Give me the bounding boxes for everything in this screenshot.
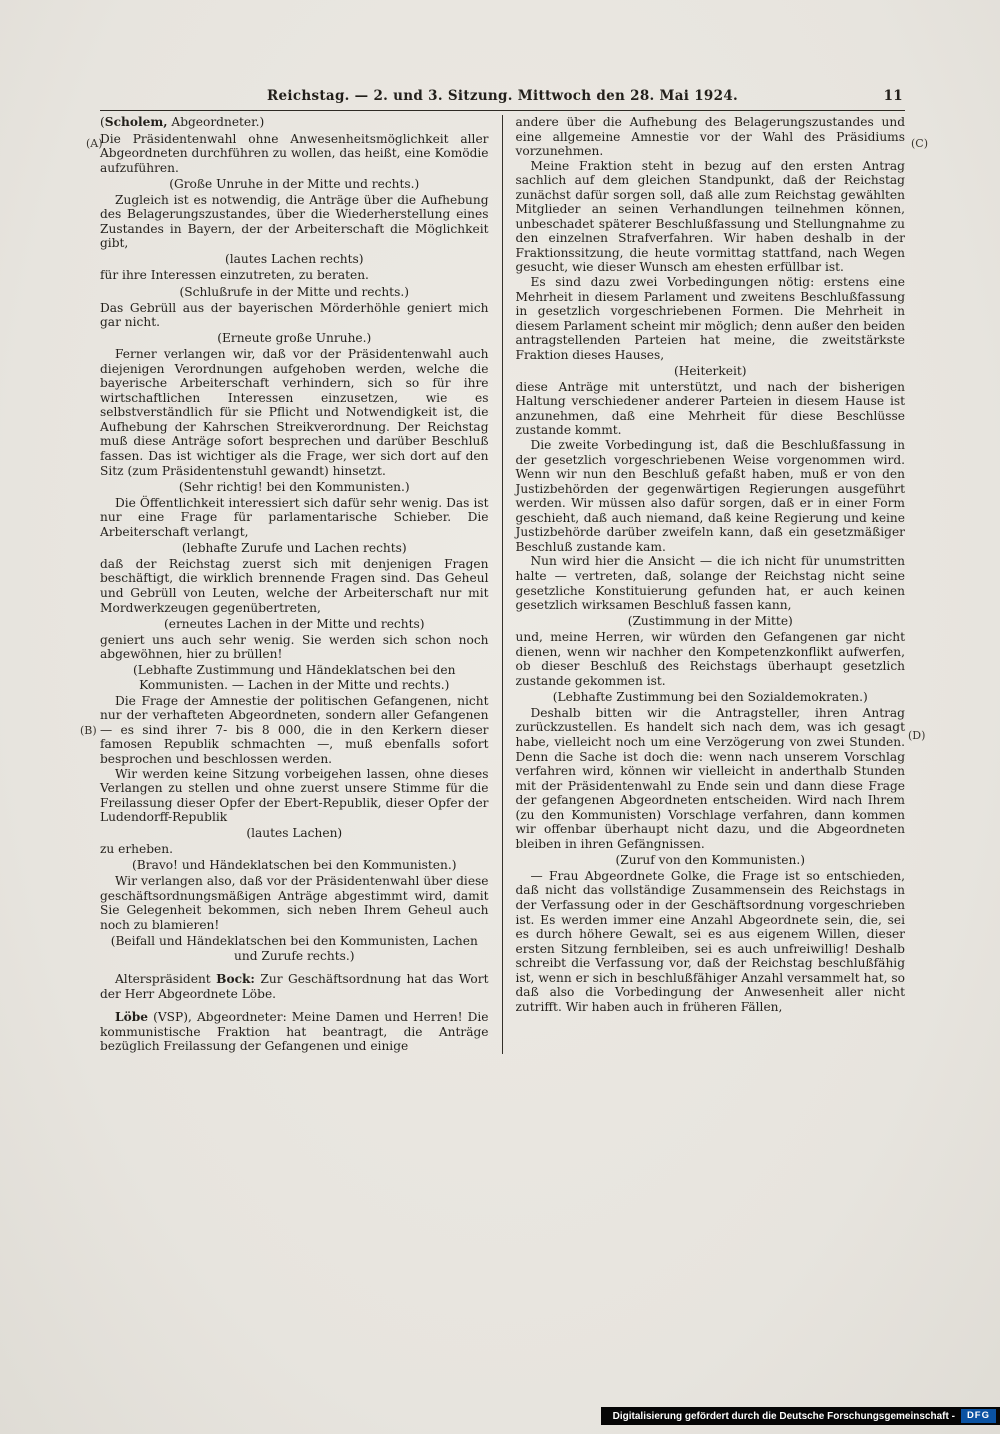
stage-direction: (Große Unruhe in der Mitte und rechts.) (169, 176, 420, 191)
paragraph: Die Frage der Amnestie der politischen Gefangenen, nicht nur der verhafteten Abgeordneten, sondern aller Gefangenen — es sind ihrer 7- bis 8 000, die in den Kerkern dieser famosen Republik schmachten —, muß ebenfalls sofort besprochen und beschlossen werden. (100, 693, 489, 766)
paragraph: Die Präsidentenwahl ohne Anwesenheitsmöglichkeit aller Abgeordneten durchführen zu wollen, das heißt, eine Komödie aufzuführen. (100, 131, 489, 175)
paragraph: Deshalb bitten wir die Antragsteller, ihren Antrag zurückzustellen. Es handelt sich nach dem, was ich gesagt habe, vielleicht noch um eine Verzögerung von zwei Stunden. Denn die Sache ist doch die: wenn nach unserem Vorschlag verfahren wird, können wir vielleicht in anderthalb Stunden mit der Präsidentenwahl zu Ende sein und dann diese Frage der gefangenen Abgeordneten entscheiden. Wird nach Ihrem (zu den Kommunisten) Vorschlage verfahren, dann kommen wir offenbar überhaupt nicht dazu, und die Abgeordneten bleiben in ihren Gefängnissen. (515, 705, 905, 851)
speech-paragraph: Alterspräsident Bock: Zur Geschäftsordnung hat das Wort der Herr Abgeordnete Löbe. (100, 972, 489, 1001)
dfg-logo-icon: DFG (961, 1409, 996, 1423)
speaker-continuation-label: (Scholem, Abgeordneter.) (100, 115, 265, 129)
stage-direction: (Schlußrufe in der Mitte und rechts.) (179, 284, 409, 299)
digitization-credit-text: Digitalisierung gefördert durch die Deutsche Forschungsgemeinschaft - (612, 1410, 955, 1422)
paragraph: andere über die Aufhebung des Belagerungszustandes und eine allgemeine Amnestie vor der Wahl des Präsidiums vorzunehmen. (515, 115, 905, 159)
stage-direction: (Bravo! und Händeklatschen bei den Kommunisten.) (132, 858, 457, 873)
paragraph: Ferner verlangen wir, daß vor der Präsidentenwahl auch diejenigen Verordnungen aufgehoben werden, welche die bayerische Arbeiterschaft verhindern, sich so für ihre wirtschaftlichen Interessen einzusetzen, wie es selbstverständlich für sie Pflicht und Notwendigkeit ist, die Aufhebung der Kahrschen Streikverordnung. Der Reichstag muß diese Anträge sofort besprechen und darüber Beschluß fassen. Das ist wichtiger als die Frage, wer sich dort auf den Sitz (zum Präsidentenstuhl gewandt) hinsetzt. (100, 347, 489, 478)
margin-marker-a: (A) (86, 137, 103, 150)
paragraph: Wir verlangen also, daß vor der Präsidentenwahl über diese geschäftsordnungsmäßigen Anträge abgestimmt wird, damit Sie Gelegenheit bekommen, sich neben Ihrem Geheul auch noch zu blamieren! (100, 874, 489, 932)
stage-direction: (Lebhafte Zustimmung und Händeklatschen bei den Kommunisten. — Lachen in der Mitte und rechts.) (133, 663, 456, 692)
stage-direction: (Sehr richtig! bei den Kommunisten.) (178, 479, 410, 494)
page-number: 11 (883, 88, 903, 104)
stage-direction: (Zuruf von den Kommunisten.) (615, 852, 805, 867)
stage-direction: (Lebhafte Zustimmung bei den Sozialdemokraten.) (552, 689, 868, 704)
stage-direction: (lebhafte Zurufe und Lachen rechts) (181, 540, 407, 555)
stage-direction: (Beifall und Händeklatschen bei den Kommunisten, Lachen und Zurufe rechts.) (110, 934, 478, 963)
paragraph: Zugleich ist es notwendig, die Anträge über die Aufhebung des Belagerungszustandes, über die Wiederherstellung eines Zustandes in Bayern, der der Arbeiterschaft die Möglichkeit gibt, (100, 192, 489, 251)
stage-direction: (Zustimmung in der Mitte) (627, 614, 793, 629)
margin-marker-d: (D) (908, 729, 926, 742)
paragraph: Meine Fraktion steht in bezug auf den ersten Antrag sachlich auf dem gleichen Standpunkt, daß der Reichstag zunächst dafür sorgen soll, daß alle zum Reichstag gewählten Mitglieder an seinen Verhandlungen teilnehmen können, unbeschadet späterer Beschlußfassung und Stellungnahme zu den einzelnen Strafverfahren. Wir haben deshalb in der Fraktionssitzung, die heute vormittag stattfand, nach Wegen gesucht, wie dieser Wunsch am ehesten erfüllbar ist. (515, 158, 905, 275)
paragraph: Wir werden keine Sitzung vorbeigehen lassen, ohne dieses Verlangen zu stellen und ohne zuerst unsere Stimme für die Freilassung dieser Opfer der Ebert-Republik, dieser Opfer der Ludendorff-Republik (100, 766, 489, 825)
page-title: Reichstag. — 2. und 3. Sitzung. Mittwoch den 28. Mai 1924. (266, 88, 739, 104)
speech-paragraph: Löbe (VSP), Abgeordneter: Meine Damen und Herren! Die kommunistische Fraktion hat beantragt, die Anträge bezüglich Freilassung der Gefangenen und einige (100, 1010, 489, 1054)
stage-direction: (lautes Lachen rechts) (224, 252, 364, 267)
paragraph: daß der Reichstag zuerst sich mit denjenigen Fragen beschäftigt, die wirklich brennende Fragen sind. Das Geheul und Gebrüll von Leuten, welche der Arbeiterschaft nur mit Mordwerkzeugen gegenübertreten, (100, 556, 489, 615)
text-columns (100, 115, 905, 1054)
paragraph: zu erheben. (100, 842, 173, 857)
page-header (100, 88, 905, 104)
margin-marker-b: (B) (80, 724, 97, 737)
paragraph: und, meine Herren, wir würden den Gefangenen gar nicht dienen, wenn wir nachher den Kompetenzkonflikt aufwerfen, ob dieser Beschluß des Reichstags überhaupt gesetzlich zustande gekommen ist. (515, 630, 905, 688)
paragraph: — Frau Abgeordnete Golke, die Frage ist so entschieden, daß nicht das vollständige Zusammensein des Reichstags in der Verfassung oder in der Geschäftsordnung vorgeschrieben ist. Es werden immer eine Anzahl Abgeordnete sein, die, sei es durch höhere Gewalt, sei es aus eigenem Willen, dieser ersten Sitzung fernbleiben, sei es auch unfreiwillig! Deshalb schreibt die Verfassung vor, daß der Reichstag beschlußfähig ist, wenn er sich in beschlußfähiger Anzahl versammelt hat, so daß also die Vorbedingung der Anwesenheit aller nicht zutrifft. Wir haben auch in früheren Fällen, (515, 868, 905, 1014)
digitization-credit-bar (601, 1407, 1000, 1425)
paragraph: diese Anträge mit unterstützt, und nach der bisherigen Haltung verschiedener anderer Parteien in diesem Hause ist anzunehmen, daß eine Mehrheit für diese Beschlüsse zustande kommt. (515, 379, 905, 438)
stage-direction: (lautes Lachen) (246, 826, 343, 841)
margin-marker-c: (C) (911, 137, 928, 150)
paragraph: Es sind dazu zwei Vorbedingungen nötig: erstens eine Mehrheit in diesem Parlament und zweitens Beschlußfassung in gesetzlich vorgeschriebenen Formen. Die Mehrheit in diesem Parlament scheint mir möglich; denn außer den beiden antragstellenden Parteien hat meine, die zweitstärkste Fraktion dieses Hauses, (515, 275, 905, 362)
paragraph: Die Öffentlichkeit interessiert sich dafür sehr wenig. Das ist nur eine Frage für parlamentarische Schieber. Die Arbeiterschaft verlangt, (100, 495, 489, 539)
paragraph: Die zweite Vorbedingung ist, daß die Beschlußfassung in der gesetzlich vorgeschriebenen Weise vorgenommen wird. Wenn wir nun den Beschluß gefaßt haben, muß er von den Justizbehörden der gegenwärtigen Regierungen ausgeführt werden. Wir müssen also dafür sorgen, daß er in einer Form geschieht, daß auch niemand, daß keine Regierung und keine Justizbehörde darüber zweifeln kann, daß ein gesetzmäßiger Beschluß zustande kam. (515, 438, 905, 554)
stage-direction: (erneutes Lachen in der Mitte und rechts) (163, 616, 425, 631)
right-column (503, 115, 906, 1054)
paragraph: für ihre Interessen einzutreten, zu beraten. (100, 268, 369, 283)
paragraph: geniert uns auch sehr wenig. Sie werden sich schon noch abgewöhnen, hier zu brüllen! (100, 632, 489, 662)
paragraph: Das Gebrüll aus der bayerischen Mörderhöhle geniert mich gar nicht. (100, 300, 489, 330)
stage-direction: (Heiterkeit) (673, 363, 747, 378)
header-rule (100, 110, 905, 111)
left-column (100, 115, 503, 1054)
paragraph: Nun wird hier die Ansicht — die ich nicht für unumstritten halte — vertreten, daß, solange der Reichstag nicht seine gesetzliche Konstituierung gefunden hat, er auch keinen gesetzlich wirksamen Beschluß fassen kann, (515, 554, 905, 613)
stage-direction: (Erneute große Unruhe.) (217, 331, 372, 346)
